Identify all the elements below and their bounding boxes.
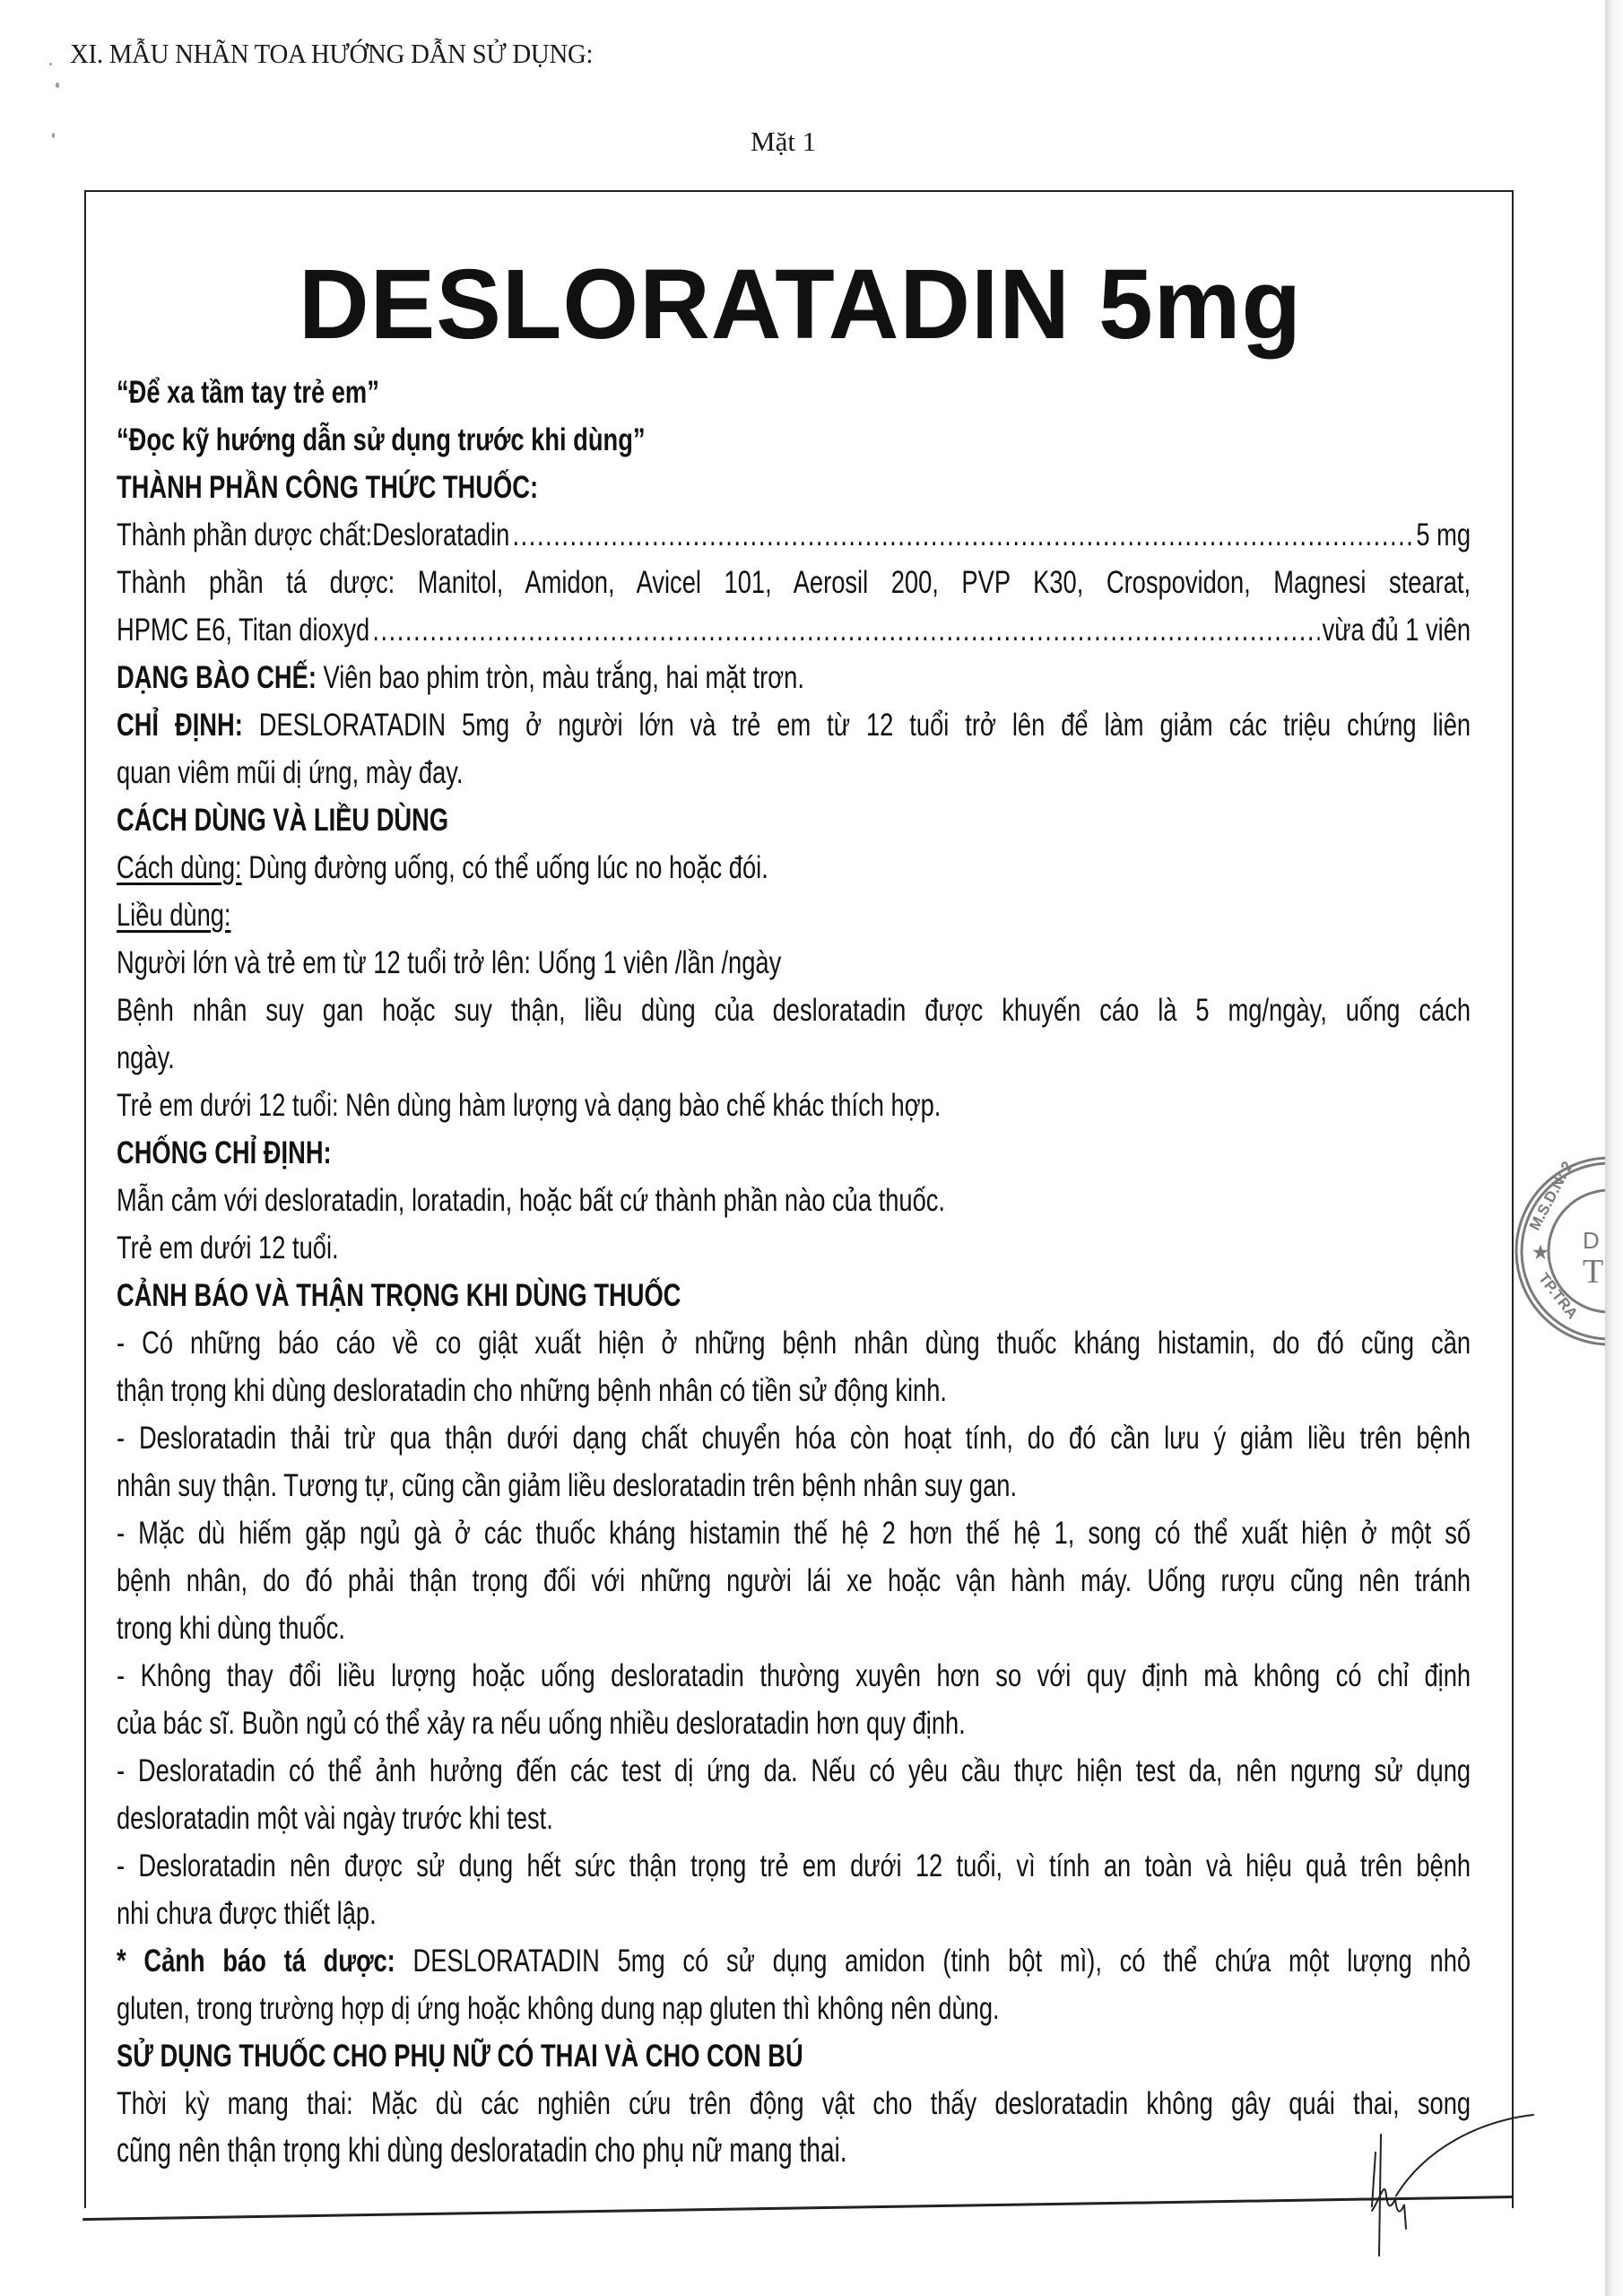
indication-label: CHỈ ĐỊNH: (117, 708, 243, 743)
dot-leader (372, 606, 1319, 654)
signature-stroke (1372, 2189, 1406, 2229)
dosage-form-label: DẠNG BÀO CHẾ: (117, 660, 317, 695)
composition-heading: THÀNH PHẦN CÔNG THỨC THUỐC: (117, 470, 539, 505)
precaution-line: - Desloratadin thải trừ qua thận dưới dạng chất chuyển hóa còn hoạt tính, do đó cần lưu ý giảm liều trên bệnh (117, 1421, 1471, 1456)
pregnancy-line: Thời kỳ mang thai: Mặc dù các nghiên cứu trên động vật cho thấy desloratadin không gây quái thai, song (117, 2086, 1471, 2121)
precaution-line: - Desloratadin có thể ảnh hưởng đến các test dị ứng da. Nếu có yêu cầu thực hiện test da, nên ngưng sử dụng (117, 1753, 1471, 1788)
contraindications-heading: CHỐNG CHỈ ĐỊNH: (117, 1135, 332, 1170)
dosage-form (117, 654, 1471, 701)
dosage-form-text: Viên bao phim tròn, màu trắng, hai mặt trơn. (316, 660, 804, 695)
precaution-line: - Có những báo cáo về co giật xuất hiện ở những bệnh nhân dùng thuốc kháng histamin, do đó cũng cần (117, 1326, 1471, 1361)
precaution-line: thận trọng khi dùng desloratadin cho những bệnh nhân có tiền sử động kinh. (117, 1373, 947, 1408)
excipient-warning-line (117, 1937, 1471, 1985)
excipients-label: HPMC E6, Titan dioxyd (117, 613, 370, 648)
contraindication-line: Trẻ em dưới 12 tuổi. (117, 1231, 339, 1265)
scan-page-edge (1605, 0, 1623, 2296)
face-label: Mặt 1 (751, 126, 817, 157)
dose-line: ngày. (117, 1040, 175, 1075)
dose-label-line (117, 891, 1471, 939)
dose-line: Bệnh nhân suy gan hoặc suy thận, liều dùng của desloratadin được khuyến cáo là 5 mg/ngày, uống cách (117, 993, 1471, 1028)
dose-line: Trẻ em dưới 12 tuổi: Nên dùng hàm lượng và dạng bào chế khác thích hợp. (117, 1088, 942, 1123)
route-label: Cách dùng: (117, 850, 242, 885)
precaution-line: bệnh nhân, do đó phải thận trọng đối với những người lái xe hoặc vận hành máy. Uống rượu cũng nên tránh (117, 1563, 1471, 1598)
active-ingredient-label: Thành phần dược chất:Desloratadin (117, 517, 510, 552)
stamp-ring-text: M.S.D.N: 2 (1525, 1158, 1576, 1233)
excipient-warning-text: DESLORATADIN 5mg có sử dụng amidon (tinh bột mì), có thể chứa một lượng nhỏ (395, 1944, 1471, 1979)
route-text: Dùng đường uống, có thể uống lúc no hoặc đói. (241, 850, 768, 885)
precaution-line: trong khi dùng thuốc. (117, 1611, 345, 1646)
scan-speck (56, 83, 59, 88)
active-ingredient-amount: 5 mg (1416, 517, 1471, 552)
active-ingredient-row (117, 511, 1471, 559)
precautions-heading: CẢNH BÁO VÀ THẬN TRỌNG KHI DÙNG THUỐC (117, 1278, 681, 1313)
company-stamp (1511, 1144, 1605, 1359)
excipients-line: Thành phần tá dược: Manitol, Amidon, Avicel 101, Aerosil 200, PVP K30, Crospovidon, Magnesi stearat, (117, 565, 1471, 600)
precaution-line: của bác sĩ. Buồn ngủ có thể xảy ra nếu uống nhiều desloratadin hơn quy định. (117, 1706, 966, 1741)
precaution-line: - Không thay đổi liều lượng hoặc uống desloratadin thường xuyên hơn so với quy định mà không có chỉ định (117, 1658, 1471, 1693)
stamp-ring-text: TP.TRA (1534, 1269, 1582, 1323)
contraindication-line: Mẫn cảm với desloratadin, loratadin, hoặc bất cứ thành phần nào của thuốc. (117, 1183, 946, 1218)
pregnancy-line: cũng nên thận trọng khi dùng desloratadin cho phụ nữ mang thai. (117, 2132, 847, 2170)
excipient-warning-line: gluten, trong trường hợp dị ứng hoặc không dung nạp gluten thì không nên dùng. (117, 1991, 1000, 2026)
dose-line: Người lớn và trẻ em từ 12 tuổi trở lên: Uống 1 viên /lần /ngày (117, 945, 782, 980)
signature-stroke (1372, 2152, 1376, 2206)
precaution-line: - Desloratadin nên được sử dụng hết sức thận trọng trẻ em dưới 12 tuổi, vì tính an toàn và hiệu quả trên bệnh (117, 1848, 1471, 1883)
excipient-warning-label: * Cảnh báo tá dược: (117, 1944, 395, 1979)
usage-heading: CÁCH DÙNG VÀ LIỀU DÙNG (117, 803, 449, 838)
pregnancy-heading: SỬ DỤNG THUỐC CHO PHỤ NỮ CÓ THAI VÀ CHO CON BÚ (117, 2039, 803, 2074)
excipients-amount: vừa đủ 1 viên (1322, 613, 1471, 648)
signature (1345, 2099, 1560, 2260)
precaution-line: desloratadin một vài ngày trước khi test. (117, 1801, 553, 1836)
dose-label: Liều dùng: (117, 898, 231, 933)
indication-text: DESLORATADIN 5mg ở người lớn và trẻ em từ 12 tuổi trở lên để làm giảm các triệu chứng liên (242, 708, 1471, 743)
precaution-line: - Mặc dù hiếm gặp ngủ gà ở các thuốc kháng histamin thế hệ 2 hơn thế hệ 1, song có thể xuất hiện ở một số (117, 1516, 1471, 1551)
warning-keep-away: “Để xa tầm tay trẻ em” (117, 375, 379, 410)
scan-speck (49, 63, 52, 65)
signature-stroke (1396, 2115, 1533, 2196)
route-line (117, 844, 1471, 891)
dot-leader (512, 511, 1413, 559)
stamp-inner-letter: T (1583, 1253, 1604, 1291)
scan-speck (52, 133, 55, 138)
precaution-line: nhi chưa được thiết lập. (117, 1896, 377, 1931)
warning-read-instructions: “Đọc kỹ hướng dẫn sử dụng trước khi dùng” (117, 422, 646, 457)
precaution-line: nhân suy thận. Tương tự, cũng cần giảm liều desloratadin trên bệnh nhân suy gan. (117, 1468, 1018, 1503)
indication-line (117, 701, 1471, 749)
stamp-star: ★ (1532, 1243, 1549, 1263)
product-title: DESLORATADIN 5mg (299, 249, 1302, 360)
stamp-inner-letter: D (1583, 1227, 1600, 1254)
section-title: XI. MẪU NHÃN TOA HƯỚNG DẪN SỬ DỤNG: (70, 38, 594, 69)
excipients-row (117, 606, 1471, 654)
indication-line: quan viêm mũi dị ứng, mày đay. (117, 755, 464, 790)
